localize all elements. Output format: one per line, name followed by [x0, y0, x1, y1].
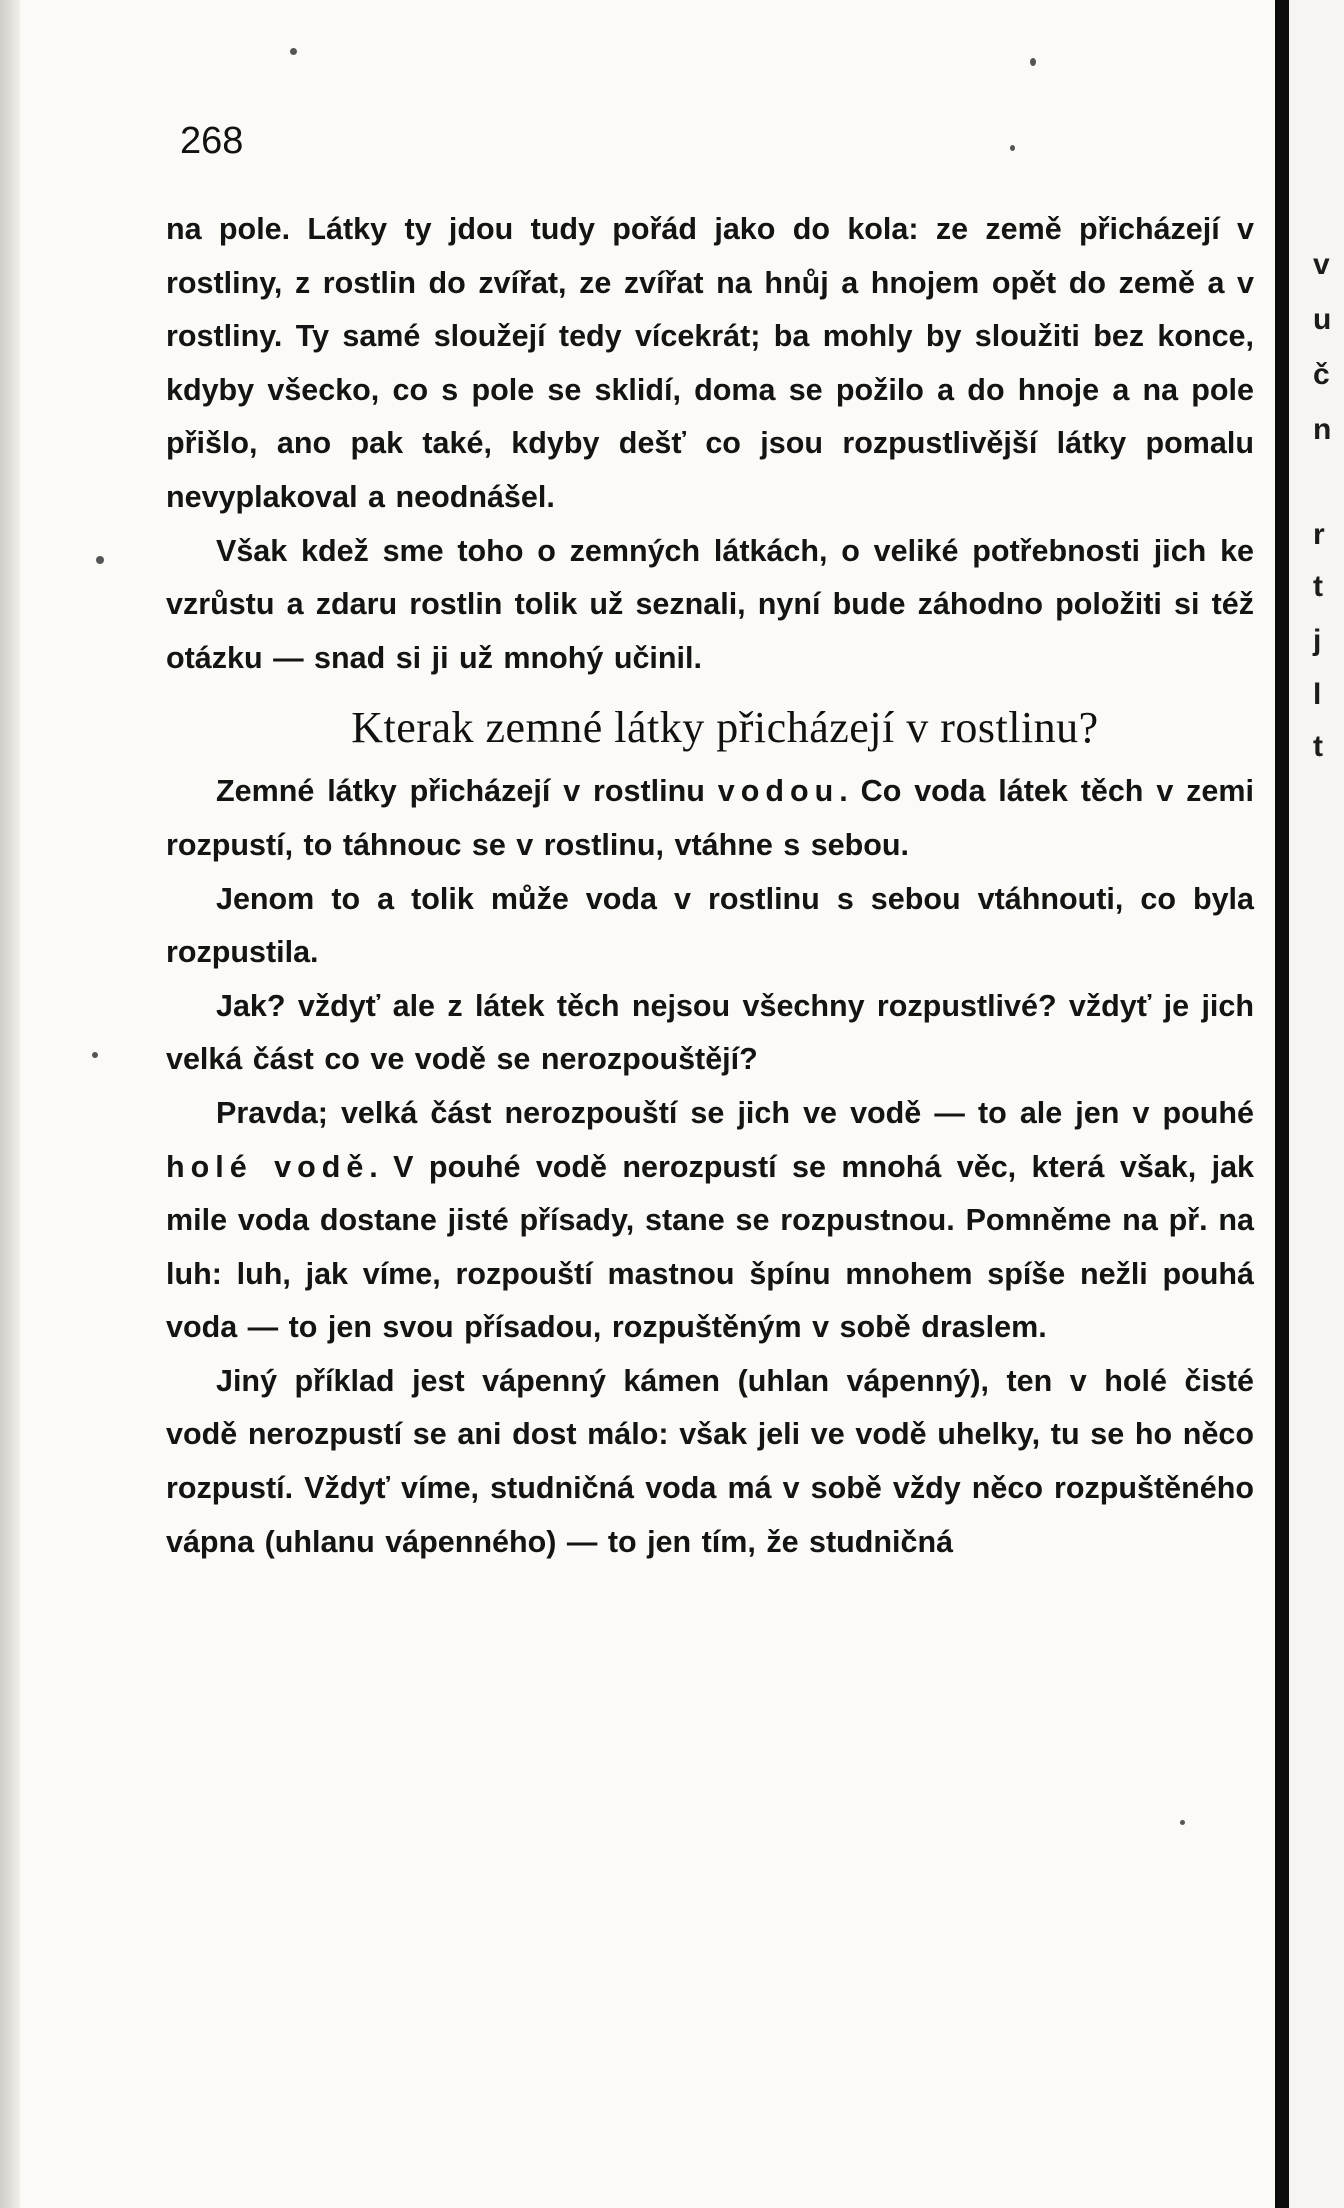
paragraph — [166, 765, 1254, 872]
section-heading: Kterak zemné látky přicházejí v rostlinu? — [351, 703, 1099, 753]
emphasized-text: vodou — [717, 774, 840, 809]
paragraph — [166, 203, 1254, 525]
edge-letter: u — [1313, 303, 1332, 336]
paragraph-text: na pole. Látky ty jdou tudy pořád jako do kola: ze země přicházejí v rostliny, z rostlin do zvířat, ze zvířat na hnůj a hnojem opět do země a v rostliny. Ty samé sloužejí tedy vícekrát; ba mohly by sloužiti bez konce, kdyby všecko, co s pole se sklidí, doma se požilo a do hnoje a na pole přišlo, ano pak také, kdyby dešť co jsou rozpustlivější látky pomalu nevyplakoval a neodnášel. — [166, 212, 1254, 514]
paper-speck — [1030, 58, 1036, 66]
paragraph-text: Jenom to a tolik může voda v rostlinu s sebou vtáhnouti, co byla rozpustila. — [166, 881, 1254, 970]
edge-letter: t — [1313, 570, 1323, 603]
next-page-edge — [1289, 0, 1344, 2208]
edge-letter: n — [1313, 413, 1332, 446]
paper-speck — [290, 48, 297, 55]
paragraph-text: Jak? vždyť ale z látek těch nejsou všechny rozpustlivé? vždyť je jich velká část co ve vodě se nerozpouštějí? — [166, 988, 1254, 1077]
paragraph — [166, 873, 1254, 980]
edge-letter: j — [1313, 624, 1322, 657]
edge-letter: r — [1313, 518, 1325, 551]
paragraph-text: Zemné látky přicházejí v rostlinu — [216, 774, 718, 809]
paragraph-text: Jiný příklad jest vápenný kámen (uhlan vápenný), ten v holé čisté vodě nerozpustí se ani dost málo: však jeli ve vodě uhelky, tu se ho něco rozpustí. Vždyť víme, studničná voda má v sobě vždy něco rozpuštěného vápna (uhlanu vápenného) — to jen tím, že studničná — [166, 1363, 1254, 1559]
edge-letter: t — [1313, 730, 1323, 763]
paragraph — [166, 1355, 1254, 1569]
paragraph-text: . V pouhé vodě nerozpustí se mnohá věc, která však, jak mile voda dostane jisté přísady, stane se rozpustnou. Pomněme na př. na luh: luh, jak víme, rozpouští mastnou špínu mnohem spíše nežli pouhá voda — to jen svou přísadou, rozpuštěným v sobě draslem. — [166, 1149, 1254, 1345]
paragraph — [166, 980, 1254, 1087]
paper-speck — [1010, 145, 1015, 151]
paragraph-text: . Co voda látek těch v zemi rozpustí, to táhnouc se v rostlinu, vtáhne s sebou. — [166, 774, 1254, 862]
paper-speck — [1180, 1820, 1185, 1825]
paragraph-text: Však kdež sme toho o zemných látkách, o veliké potřebnosti jich ke vzrůstu a zdaru rostlin tolik už seznali, nyní bude záhodno položiti si též otázku — snad si ji už mnohý učinil. — [166, 533, 1254, 675]
paper-speck — [96, 556, 104, 564]
page-left-shadow — [0, 0, 20, 2208]
book-gutter — [1275, 0, 1289, 2208]
edge-letter: v — [1313, 248, 1330, 281]
paragraph — [166, 525, 1254, 686]
page-number: 268 — [180, 120, 244, 162]
emphasized-text: holé vodě — [166, 1149, 370, 1184]
paragraph — [166, 1087, 1254, 1355]
edge-letter: č — [1313, 358, 1330, 391]
paragraph-text: Pravda; velká část nerozpouští se jich ve vodě — to ale jen v pouhé — [216, 1095, 1254, 1130]
page-body — [166, 203, 1254, 1569]
paper-speck — [92, 1052, 98, 1058]
edge-letter: l — [1313, 678, 1322, 711]
